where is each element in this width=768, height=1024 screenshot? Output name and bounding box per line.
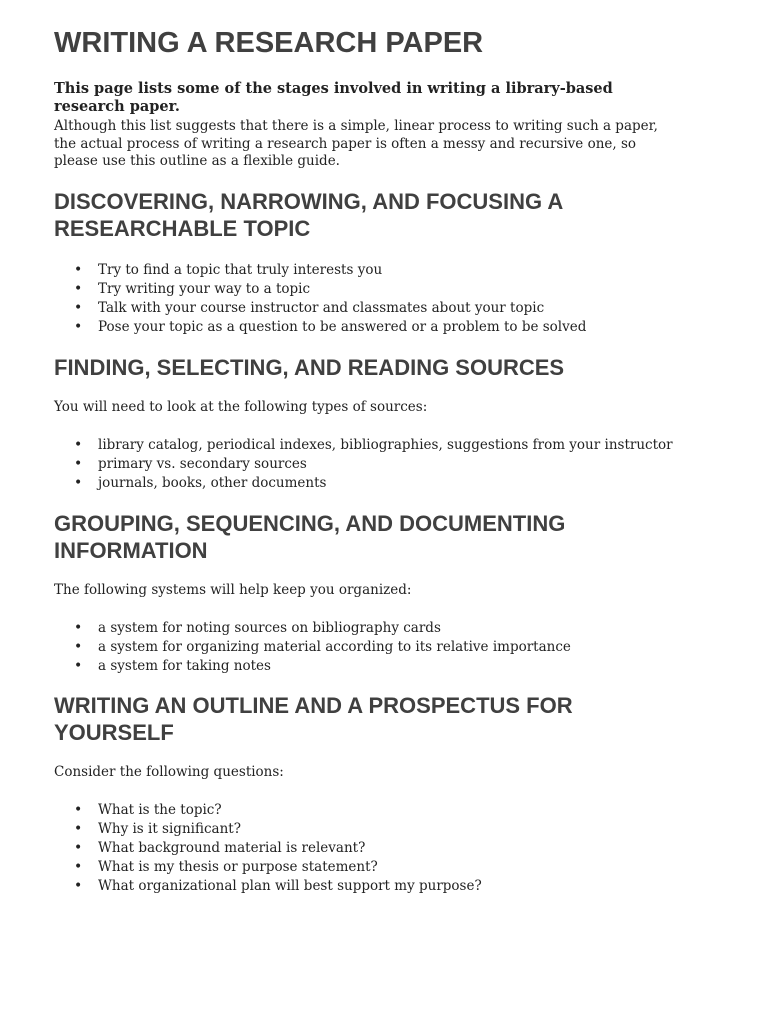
list-item: • Why is it significant? — [54, 820, 714, 839]
page-title: WRITING A RESEARCH PAPER — [54, 27, 484, 59]
information-intro: The following systems will help keep you organized: — [54, 582, 412, 598]
outline-intro: Consider the following questions: — [54, 764, 284, 780]
outline-questions-list — [54, 801, 714, 896]
intro-lead: This page lists some of the stages involved in writing a library-based research paper. — [54, 80, 613, 115]
intro-body: Although this list suggests that there is a simple, linear process to writing such a paper, the actual process of writing a research paper is often a messy and recursive one, so please use this outline as a flexible guide. — [54, 118, 658, 169]
list-item: • a system for organizing material according to its relative importance — [54, 638, 714, 657]
list-item: • What organizational plan will best support my purpose? — [54, 877, 714, 896]
sources-list — [54, 436, 714, 493]
list-item: • What is my thesis or purpose statement? — [54, 858, 714, 877]
section-heading-topic: DISCOVERING, NARROWING, AND FOCUSING A RESEARCHABLE TOPIC — [54, 189, 563, 241]
list-item: • Pose your topic as a question to be answered or a problem to be solved — [54, 318, 714, 337]
list-item: • Try writing your way to a topic — [54, 280, 714, 299]
section-heading-outline: WRITING AN OUTLINE AND A PROSPECTUS FOR YOURSELF — [54, 693, 573, 745]
section-heading-information: GROUPING, SEQUENCING, AND DOCUMENTING INFORMATION — [54, 511, 566, 563]
list-item: • library catalog, periodical indexes, bibliographies, suggestions from your instructor — [54, 436, 714, 455]
list-item: • journals, books, other documents — [54, 474, 714, 493]
list-item: • a system for taking notes — [54, 657, 714, 676]
list-item: • primary vs. secondary sources — [54, 455, 714, 474]
topic-list — [54, 261, 714, 337]
sources-intro: You will need to look at the following types of sources: — [54, 399, 428, 415]
list-item: • Talk with your course instructor and classmates about your topic — [54, 299, 714, 318]
list-item: • a system for noting sources on bibliography cards — [54, 619, 714, 638]
section-heading-sources: FINDING, SELECTING, AND READING SOURCES — [54, 355, 565, 380]
list-item: • What background material is relevant? — [54, 839, 714, 858]
information-list — [54, 619, 714, 676]
list-item: • What is the topic? — [54, 801, 714, 820]
list-item: • Try to find a topic that truly interests you — [54, 261, 714, 280]
